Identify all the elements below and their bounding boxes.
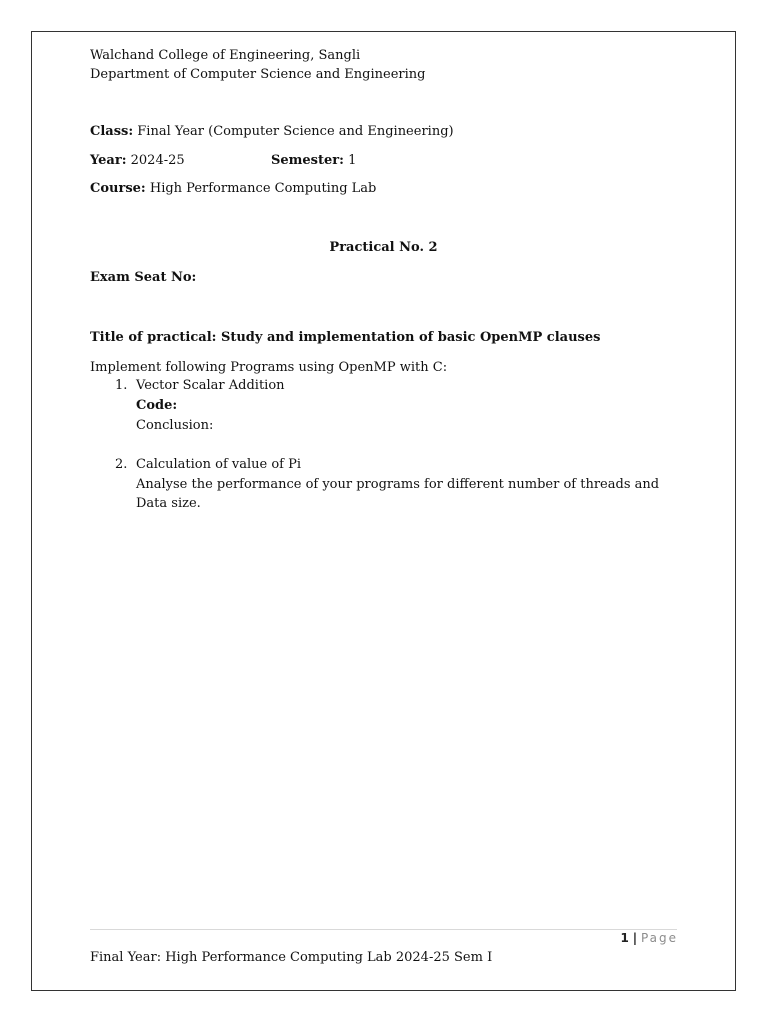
semester-line — [271, 151, 356, 170]
class-value: Final Year (Computer Science and Engineering) — [133, 124, 454, 139]
page-number — [621, 930, 678, 947]
year-label: Year: — [90, 153, 127, 168]
practical-intro: Implement following Programs using OpenMP with C: — [90, 360, 448, 375]
footer-text: Final Year: High Performance Computing Lab 2024-25 Sem I — [90, 950, 493, 965]
conclusion-label: Conclusion: — [136, 418, 214, 433]
footer-divider — [90, 929, 677, 930]
course-label: Course: — [90, 181, 146, 196]
practical-number: Practical No. 2 — [329, 240, 438, 255]
list-item-title: Vector Scalar Addition — [136, 378, 285, 393]
department-name: Department of Computer Science and Engineering — [90, 67, 426, 82]
semester-value: 1 — [343, 153, 357, 168]
exam-seat-label: Exam Seat No: — [90, 270, 197, 285]
page-number-value: 1 — [620, 931, 629, 945]
year-value: 2024-25 — [126, 153, 185, 168]
year-line — [90, 151, 185, 170]
course-line — [90, 179, 376, 198]
practical-title: Title of practical: Study and implementation of basic OpenMP clauses — [90, 330, 601, 345]
list-item-number: 1. — [115, 378, 128, 393]
list-item-description: Analyse the performance of your programs for different number of threads and Data size. — [136, 477, 660, 511]
list-item-number: 2. — [115, 457, 128, 472]
page-word: Page — [640, 931, 678, 945]
class-line — [90, 122, 454, 141]
course-value: High Performance Computing Lab — [145, 181, 377, 196]
class-label: Class: — [90, 124, 134, 139]
code-label: Code: — [136, 398, 178, 413]
list-item-title: Calculation of value of Pi — [136, 457, 302, 472]
page-number-separator: | — [632, 931, 638, 945]
semester-label: Semester: — [271, 153, 344, 168]
college-name: Walchand College of Engineering, Sangli — [90, 48, 361, 63]
